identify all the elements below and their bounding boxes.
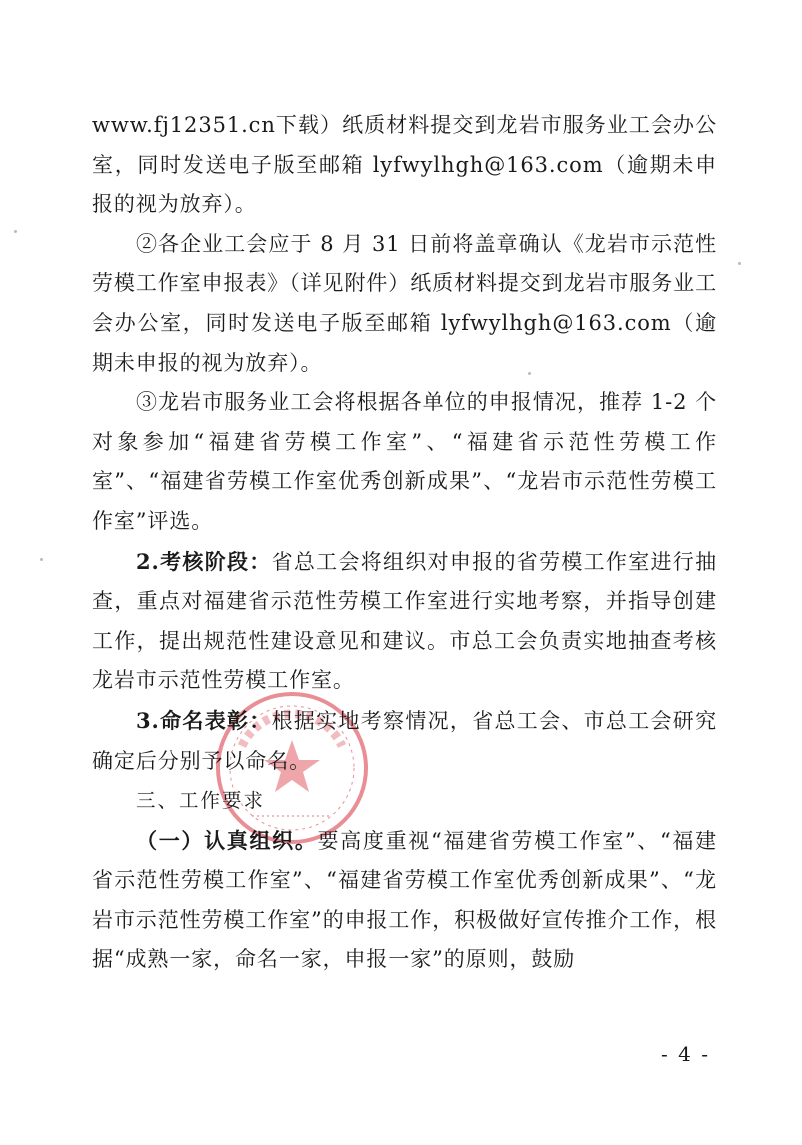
paragraph-assessment — [92, 542, 717, 701]
section-heading: 三、工作要求 — [136, 789, 266, 813]
scan-speck — [14, 230, 17, 233]
assessment-text: 省总工会将组织对申报的省劳模工作室进行抽查，重点对福建省示范性劳模工作室进行实地考察，并指导创建工作，提出规范性建设意见和建议。市总工会负责实地抽查考核龙岩市示范性劳模工作室。 — [92, 549, 717, 693]
scan-speck — [528, 372, 531, 375]
paragraph-commendation — [92, 701, 717, 781]
organize-lead: （一）认真组织。 — [136, 827, 318, 853]
scan-speck — [738, 262, 741, 265]
commendation-text: 根据实地考察情况，省总工会、市总工会研究确定后分别予以命名。 — [92, 708, 717, 773]
paragraph-3 — [92, 383, 717, 541]
paragraph-2-text: ②各企业工会应于 8 月 31 日前将盖章确认《龙岩市示范性劳模工作室申报表》（详见附件）纸质材料提交到龙岩市服务业工会办公室，同时发送电子版至邮箱 lyfwylhgh@163.com（逾期未申报的视为放弃）。 — [92, 231, 717, 375]
paragraph-3-text: ③龙岩市服务业工会将根据各单位的申报情况，推荐 1-2 个对象参加“福建省劳模工作室”、“福建省示范性劳模工作室”、“福建省劳模工作室优秀创新成果”、“龙岩市示范性劳模工作室”评选。 — [92, 390, 717, 533]
paragraph-2 — [92, 225, 717, 383]
page-number: - 4 - — [661, 1042, 710, 1066]
paragraph-organize — [92, 821, 717, 980]
body-text — [92, 106, 717, 980]
assessment-lead: 2.考核阶段： — [136, 548, 272, 574]
scan-speck — [40, 558, 43, 561]
paragraph-1 — [92, 106, 717, 225]
organize-text: 要高度重视“福建省劳模工作室”、“福建省示范性劳模工作室”、“福建省劳模工作室优秀创新成果”、“龙岩市示范性劳模工作室”的申报工作，积极做好宣传推介工作，根据“成熟一家，命名一家，申报一家”的原则，鼓励 — [92, 828, 718, 972]
paragraph-1-text: www.fj12351.cn下载）纸质材料提交到龙岩市服务业工会办公室，同时发送电子版至邮箱 lyfwylhgh@163.com（逾期未申报的视为放弃）。 — [92, 113, 717, 217]
commendation-lead: 3.命名表彰： — [136, 707, 272, 733]
